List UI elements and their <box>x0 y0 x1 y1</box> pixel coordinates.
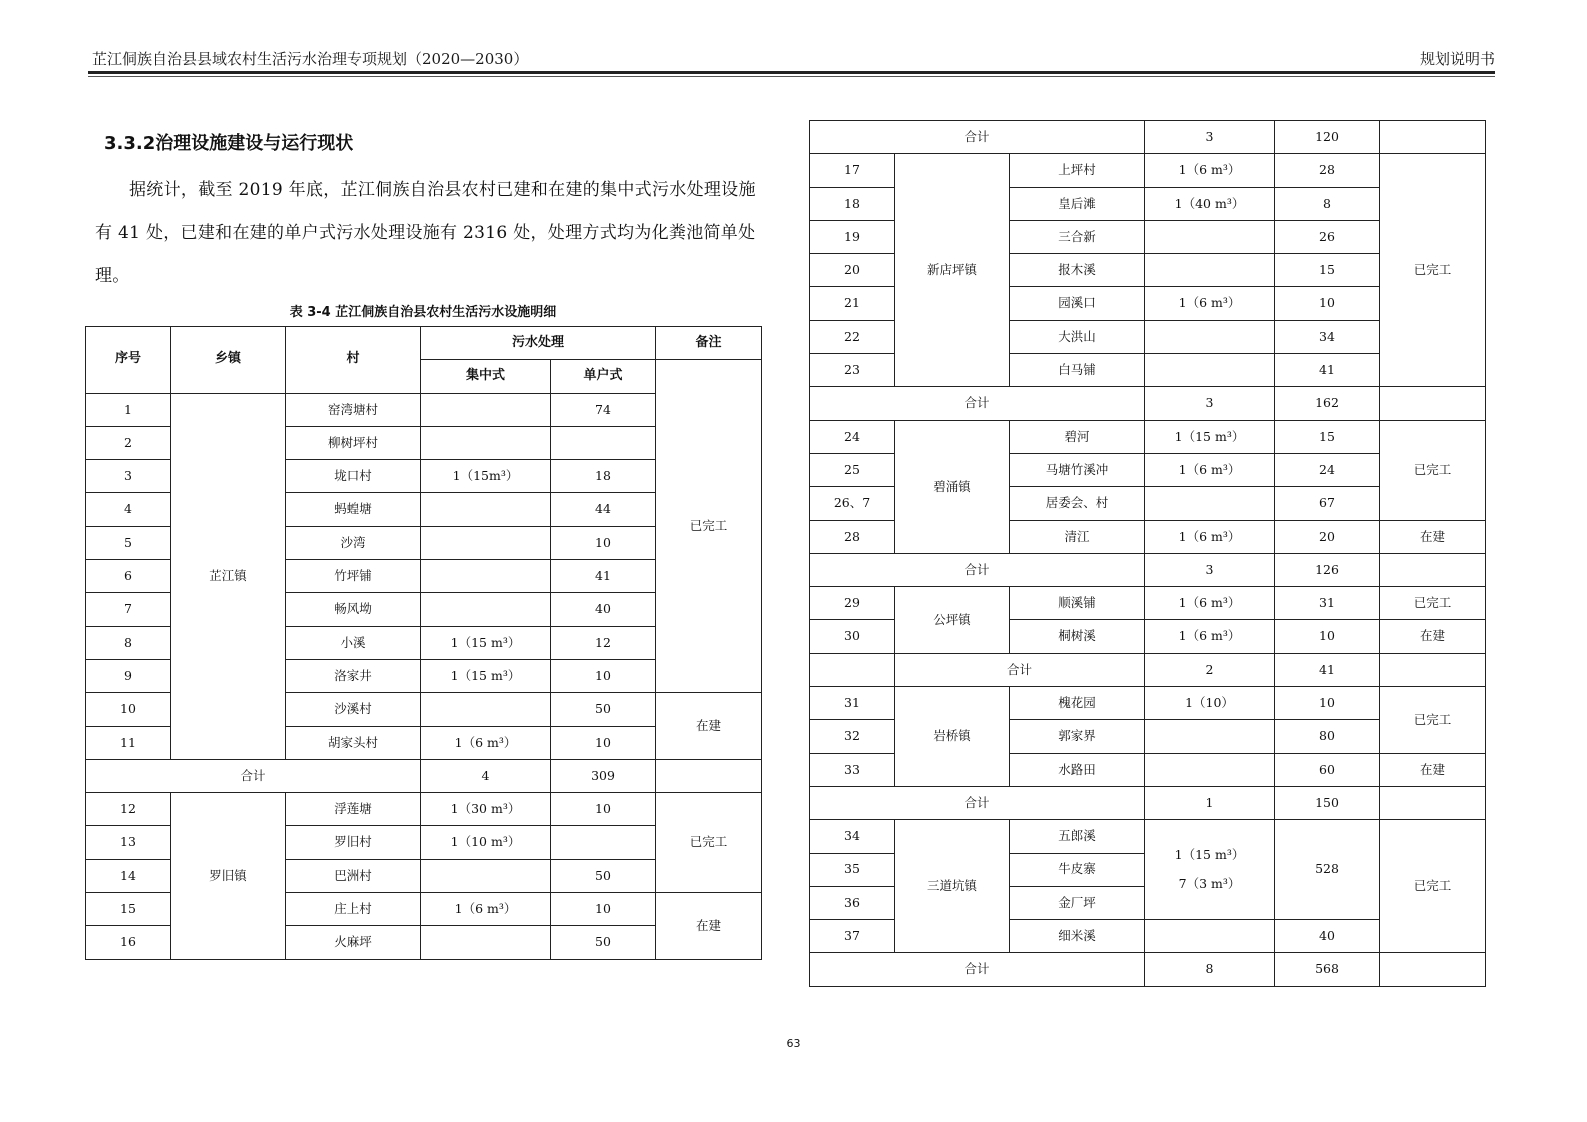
facility-table-left <box>85 326 762 960</box>
cell-household: 15 <box>1275 254 1380 287</box>
cell-village: 居委会、村 <box>1010 487 1145 520</box>
cell-village: 畅风坳 <box>286 593 421 626</box>
cell-household: 80 <box>1275 720 1380 753</box>
page-number: 63 <box>786 1037 801 1050</box>
total-label: 合计 <box>86 759 421 792</box>
cell-village: 桐树溪 <box>1010 620 1145 653</box>
remark-cell: 已完工 <box>1380 154 1486 387</box>
cell-central <box>1145 220 1275 253</box>
cell-village: 沙溪村 <box>286 693 421 726</box>
cell-no: 2 <box>86 426 171 459</box>
cell-household: 60 <box>1275 753 1380 786</box>
cell-central: 1（15 m³） <box>421 626 551 659</box>
cell-central: 1（30 m³） <box>421 793 551 826</box>
town-cell: 芷江镇 <box>171 393 286 759</box>
total-remark <box>1380 953 1486 986</box>
cell-no: 34 <box>810 820 895 853</box>
cell-central <box>1145 254 1275 287</box>
cell-household: 10 <box>1275 287 1380 320</box>
cell-no: 29 <box>810 587 895 620</box>
cell-no: 28 <box>810 520 895 553</box>
total-household: 568 <box>1275 953 1380 986</box>
cell-household <box>551 426 656 459</box>
cell-central <box>421 593 551 626</box>
cell-central <box>1145 354 1275 387</box>
cell-central <box>1145 487 1275 520</box>
remark-cell: 已完工 <box>656 793 762 893</box>
cell-household: 18 <box>551 460 656 493</box>
cell-household: 50 <box>551 926 656 959</box>
total-central: 3 <box>1145 553 1275 586</box>
cell-household: 74 <box>551 393 656 426</box>
cell-central <box>1145 753 1275 786</box>
cell-no: 9 <box>86 659 171 692</box>
cell-no: 7 <box>86 593 171 626</box>
section-heading: 3.3.2治理设施建设与运行现状 <box>104 133 354 154</box>
facility-table-right <box>809 120 1486 987</box>
cell-village: 上坪村 <box>1010 154 1145 187</box>
cell-no: 25 <box>810 453 895 486</box>
cell-village: 马塘竹溪冲 <box>1010 453 1145 486</box>
cell-household: 67 <box>1275 487 1380 520</box>
col-header-village: 村 <box>286 327 421 394</box>
cell-household: 40 <box>1275 920 1380 953</box>
cell-no: 23 <box>810 354 895 387</box>
document-title: 芷江侗族自治县县域农村生活污水治理专项规划（2020—2030） <box>92 50 529 68</box>
cell-household: 10 <box>551 893 656 926</box>
cell-village: 五郎溪 <box>1010 820 1145 853</box>
total-row <box>86 759 762 792</box>
total-household: 126 <box>1275 553 1380 586</box>
cell-no: 18 <box>810 187 895 220</box>
total-household: 162 <box>1275 387 1380 420</box>
cell-household: 10 <box>1275 687 1380 720</box>
cell-household: 8 <box>1275 187 1380 220</box>
cell-no: 36 <box>810 886 895 919</box>
town-cell: 新店坪镇 <box>895 154 1010 387</box>
cell-no: 1 <box>86 393 171 426</box>
cell-central <box>421 526 551 559</box>
cell-central: 1（6 m³） <box>1145 453 1275 486</box>
cell-village: 槐花园 <box>1010 687 1145 720</box>
cell-household: 10 <box>551 659 656 692</box>
total-label: 合计 <box>810 953 1145 986</box>
cell-household: 40 <box>551 593 656 626</box>
cell-village: 火麻坪 <box>286 926 421 959</box>
cell-no: 24 <box>810 420 895 453</box>
cell-village: 金厂坪 <box>1010 886 1145 919</box>
cell-no: 22 <box>810 320 895 353</box>
total-label: 合计 <box>810 553 1145 586</box>
cell-household: 24 <box>1275 453 1380 486</box>
total-central: 4 <box>421 759 551 792</box>
cell-village: 洛家井 <box>286 659 421 692</box>
cell-village: 郭家界 <box>1010 720 1145 753</box>
cell-household <box>551 826 656 859</box>
cell-no: 31 <box>810 687 895 720</box>
total-row <box>810 121 1486 154</box>
total-row <box>810 653 1486 686</box>
remark-cell: 已完工 <box>656 360 762 693</box>
total-remark <box>1380 387 1486 420</box>
cell-central <box>421 859 551 892</box>
cell-central: 1（6 m³） <box>1145 520 1275 553</box>
cell-central <box>421 926 551 959</box>
cell-village: 顺溪铺 <box>1010 587 1145 620</box>
cell-household: 10 <box>1275 620 1380 653</box>
cell-household: 28 <box>1275 154 1380 187</box>
cell-village: 垅口村 <box>286 460 421 493</box>
cell-no: 4 <box>86 493 171 526</box>
total-row <box>810 953 1486 986</box>
document-type: 规划说明书 <box>1419 50 1495 68</box>
cell-no: 10 <box>86 693 171 726</box>
col-header-central: 集中式 <box>421 360 551 393</box>
cell-no: 6 <box>86 560 171 593</box>
cell-no: 11 <box>86 726 171 759</box>
cell-village: 白马铺 <box>1010 354 1145 387</box>
table-row <box>810 154 1486 187</box>
cell-household: 50 <box>551 693 656 726</box>
cell-household: 20 <box>1275 520 1380 553</box>
total-central: 3 <box>1145 121 1275 154</box>
total-remark <box>656 759 762 792</box>
total-central: 2 <box>1145 653 1275 686</box>
cell-central: 1（10） <box>1145 687 1275 720</box>
cell-no: 14 <box>86 859 171 892</box>
total-remark <box>1380 121 1486 154</box>
cell-central <box>421 693 551 726</box>
town-cell: 罗旧镇 <box>171 793 286 959</box>
cell-village: 窑湾塘村 <box>286 393 421 426</box>
cell-central: 1（15 m³） <box>421 659 551 692</box>
cell-no: 16 <box>86 926 171 959</box>
cell-central: 1（6 m³） <box>1145 287 1275 320</box>
cell-village: 庄上村 <box>286 893 421 926</box>
cell-village: 碧河 <box>1010 420 1145 453</box>
table-row <box>86 793 762 826</box>
cell-village: 沙湾 <box>286 526 421 559</box>
cell-village: 园溪口 <box>1010 287 1145 320</box>
cell-household: 10 <box>551 793 656 826</box>
total-label: 合计 <box>810 786 1145 819</box>
cell-central: 1（6 m³） <box>1145 154 1275 187</box>
cell-central <box>1145 320 1275 353</box>
total-blank <box>810 653 895 686</box>
cell-household: 44 <box>551 493 656 526</box>
cell-household: 34 <box>1275 320 1380 353</box>
cell-central <box>1145 720 1275 753</box>
cell-village: 浮莲塘 <box>286 793 421 826</box>
remark-cell: 已完工 <box>1380 420 1486 520</box>
cell-no: 15 <box>86 893 171 926</box>
col-header-remark: 备注 <box>656 327 762 360</box>
total-row <box>810 786 1486 819</box>
cell-village: 蚂蝗塘 <box>286 493 421 526</box>
cell-central <box>421 560 551 593</box>
cell-village: 大洪山 <box>1010 320 1145 353</box>
total-label: 合计 <box>810 387 1145 420</box>
cell-central: 1（6 m³） <box>421 893 551 926</box>
remark-cell: 在建 <box>656 693 762 760</box>
remark-cell: 在建 <box>1380 620 1486 653</box>
total-remark <box>1380 786 1486 819</box>
town-cell: 三道坑镇 <box>895 820 1010 953</box>
col-header-no: 序号 <box>86 327 171 394</box>
cell-village: 胡家头村 <box>286 726 421 759</box>
cell-no: 13 <box>86 826 171 859</box>
total-household: 41 <box>1275 653 1380 686</box>
cell-no: 19 <box>810 220 895 253</box>
cell-village: 竹坪铺 <box>286 560 421 593</box>
cell-no: 30 <box>810 620 895 653</box>
town-cell: 岩桥镇 <box>895 687 1010 787</box>
total-label: 合计 <box>810 121 1145 154</box>
cell-village: 细米溪 <box>1010 920 1145 953</box>
cell-central <box>1145 920 1275 953</box>
cell-household: 41 <box>551 560 656 593</box>
cell-household-merged: 528 <box>1275 820 1380 920</box>
cell-village: 小溪 <box>286 626 421 659</box>
cell-village: 罗旧村 <box>286 826 421 859</box>
total-row <box>810 387 1486 420</box>
cell-no: 17 <box>810 154 895 187</box>
cell-household: 10 <box>551 726 656 759</box>
cell-central: 1（15m³） <box>421 460 551 493</box>
cell-no: 35 <box>810 853 895 886</box>
header-rule-thin <box>88 76 1495 77</box>
cell-household: 10 <box>551 526 656 559</box>
remark-cell: 在建 <box>656 893 762 960</box>
cell-no: 12 <box>86 793 171 826</box>
total-central: 8 <box>1145 953 1275 986</box>
cell-household: 31 <box>1275 587 1380 620</box>
cell-no: 21 <box>810 287 895 320</box>
cell-village: 三合新 <box>1010 220 1145 253</box>
cell-no: 5 <box>86 526 171 559</box>
table-row <box>810 687 1486 720</box>
col-header-household: 单户式 <box>551 360 656 393</box>
page-header <box>92 44 1495 70</box>
cell-central: 1（10 m³） <box>421 826 551 859</box>
total-row <box>810 553 1486 586</box>
cell-village: 皇后滩 <box>1010 187 1145 220</box>
header-rule-thick <box>88 71 1495 74</box>
cell-household: 12 <box>551 626 656 659</box>
table-row <box>810 587 1486 620</box>
table-caption: 表 3-4 芷江侗族自治县农村生活污水设施明细 <box>289 305 557 320</box>
cell-household: 15 <box>1275 420 1380 453</box>
remark-cell: 已完工 <box>1380 687 1486 754</box>
cell-no: 37 <box>810 920 895 953</box>
cell-no: 8 <box>86 626 171 659</box>
town-cell: 公坪镇 <box>895 587 1010 654</box>
remark-cell: 已完工 <box>1380 820 1486 953</box>
total-central: 3 <box>1145 387 1275 420</box>
cell-village: 水路田 <box>1010 753 1145 786</box>
table-row <box>810 420 1486 453</box>
cell-central <box>421 493 551 526</box>
table-row <box>810 820 1486 853</box>
cell-central: 1（6 m³） <box>1145 620 1275 653</box>
col-header-town: 乡镇 <box>171 327 286 394</box>
col-header-treatment: 污水处理 <box>421 327 656 360</box>
town-cell: 碧涌镇 <box>895 420 1010 553</box>
cell-no: 20 <box>810 254 895 287</box>
cell-no: 26、7 <box>810 487 895 520</box>
cell-no: 3 <box>86 460 171 493</box>
cell-village: 清江 <box>1010 520 1145 553</box>
cell-village: 报木溪 <box>1010 254 1145 287</box>
section-paragraph: 据统计，截至 2019 年底，芷江侗族自治县农村已建和在建的集中式污水处理设施有 41 处，已建和在建的单户式污水处理设施有 2316 处，处理方式均为化粪池简单处理。 <box>95 180 756 286</box>
cell-household: 41 <box>1275 354 1380 387</box>
cell-central-merged <box>1145 820 1275 920</box>
cell-central: 1（6 m³） <box>1145 587 1275 620</box>
cell-central: 1（40 m³） <box>1145 187 1275 220</box>
cell-village: 牛皮寨 <box>1010 853 1145 886</box>
cell-village: 巴洲村 <box>286 859 421 892</box>
cell-central <box>421 426 551 459</box>
central-line-1: 1（15 m³） <box>1174 847 1245 863</box>
total-central: 1 <box>1145 786 1275 819</box>
cell-village: 柳树坪村 <box>286 426 421 459</box>
remark-cell: 已完工 <box>1380 587 1486 620</box>
total-remark <box>1380 653 1486 686</box>
central-line-2: 7（3 m³） <box>1178 875 1241 891</box>
cell-no: 32 <box>810 720 895 753</box>
total-household: 150 <box>1275 786 1380 819</box>
cell-central <box>421 393 551 426</box>
cell-central: 1（6 m³） <box>421 726 551 759</box>
total-label: 合计 <box>895 653 1145 686</box>
total-remark <box>1380 553 1486 586</box>
remark-cell: 在建 <box>1380 520 1486 553</box>
cell-no: 33 <box>810 753 895 786</box>
total-household: 309 <box>551 759 656 792</box>
cell-central: 1（15 m³） <box>1145 420 1275 453</box>
total-household: 120 <box>1275 121 1380 154</box>
cell-household: 26 <box>1275 220 1380 253</box>
cell-household: 50 <box>551 859 656 892</box>
remark-cell: 在建 <box>1380 753 1486 786</box>
